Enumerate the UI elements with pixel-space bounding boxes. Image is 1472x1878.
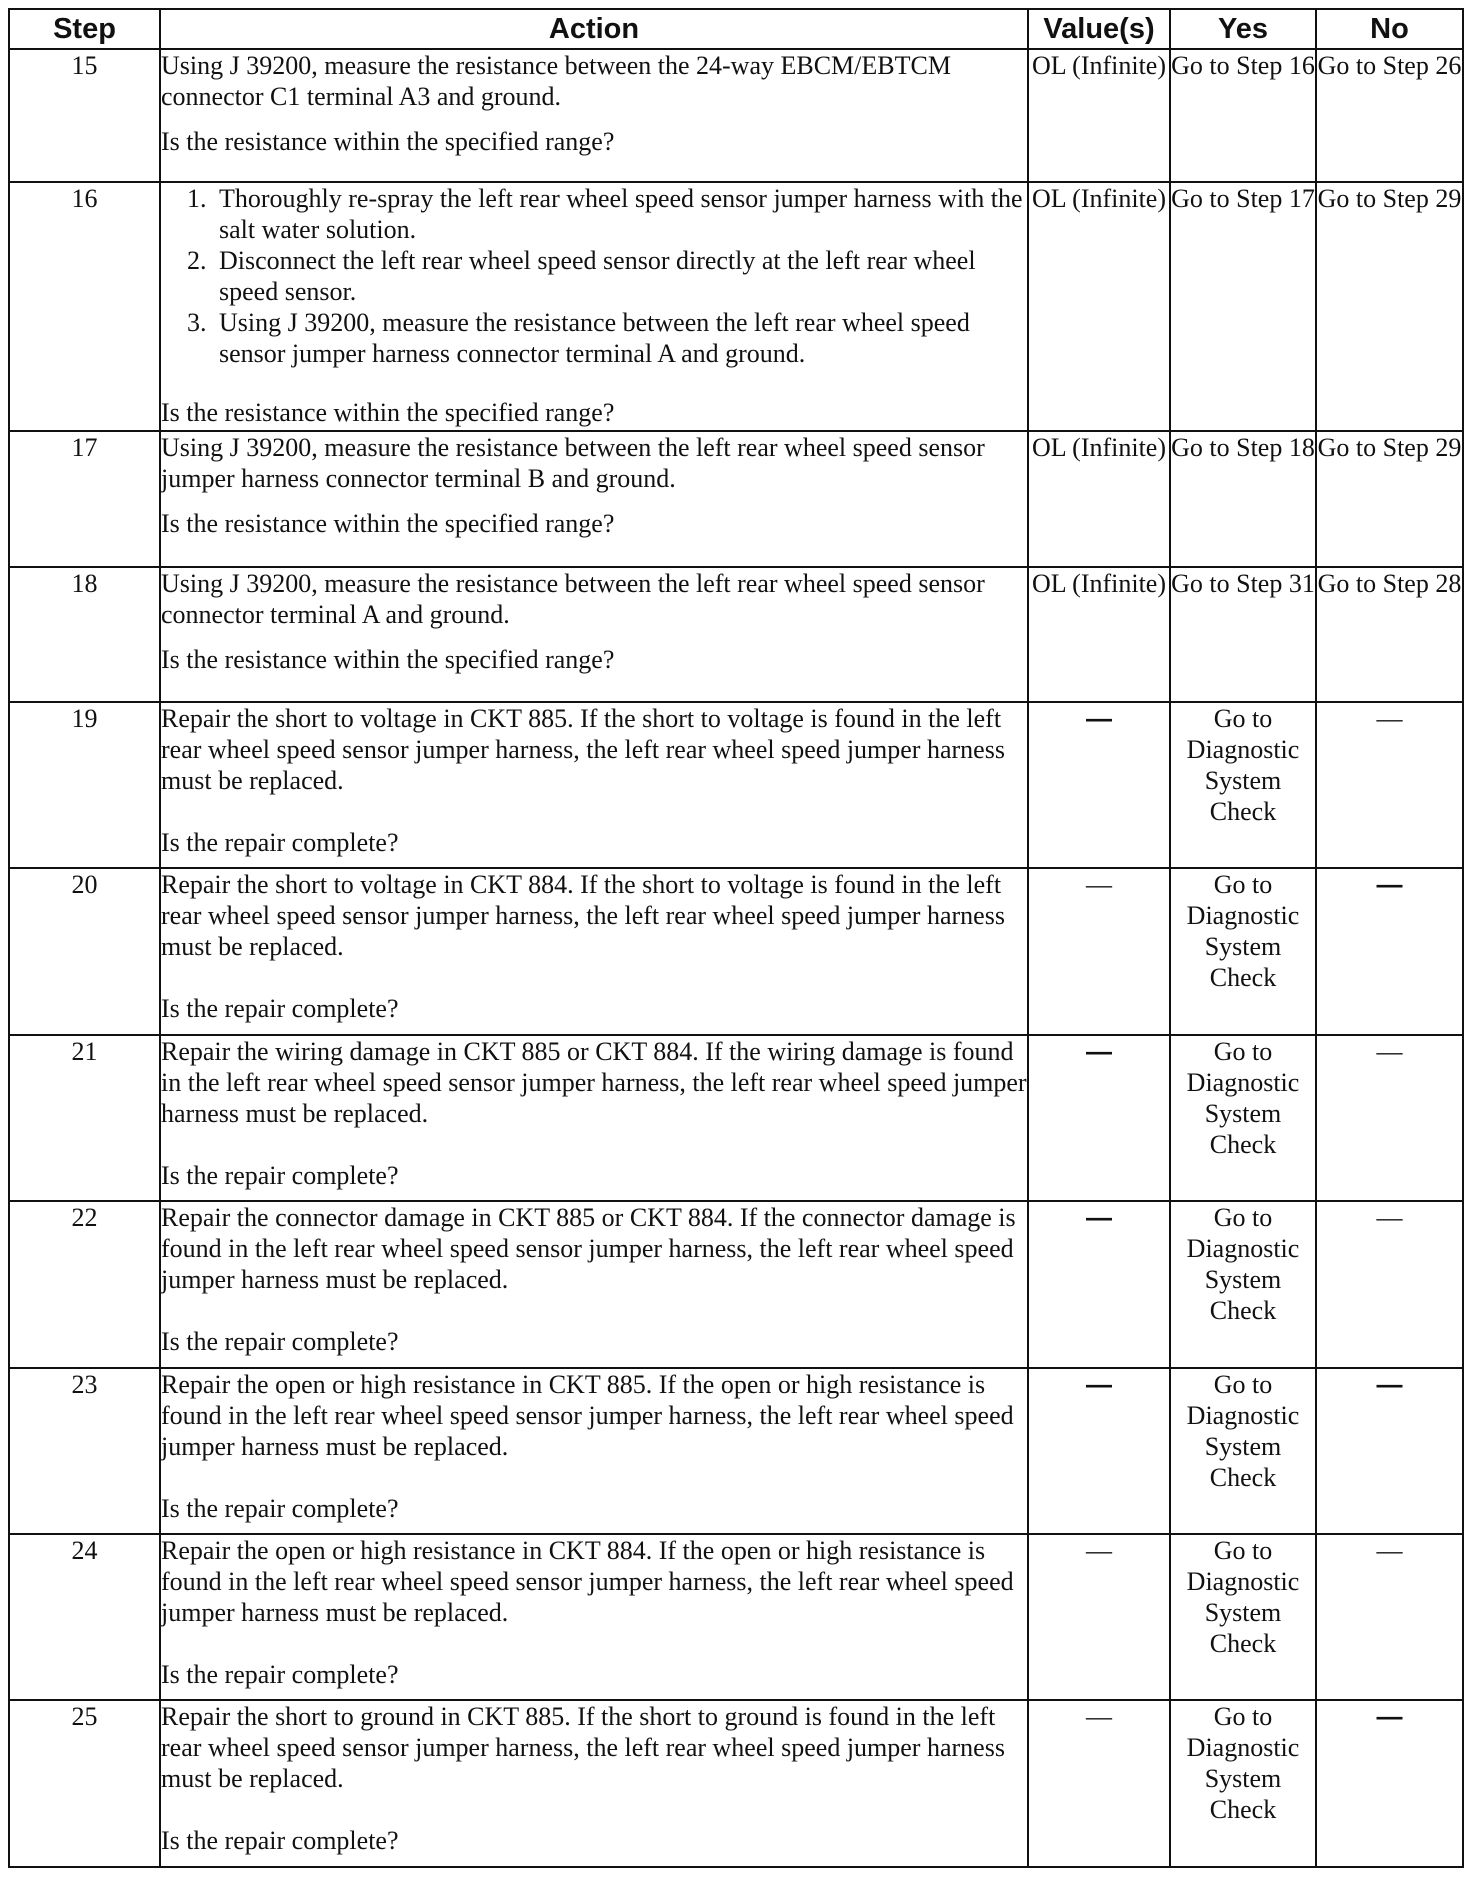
header-values: Value(s) — [1028, 9, 1170, 49]
action-text: Using J 39200, measure the resistance between the left rear wheel speed sensor connector terminal A and ground. — [161, 568, 985, 629]
question-text: Is the repair complete? — [161, 827, 399, 857]
yes-cell: Go to Diagnostic System Check — [1170, 1035, 1316, 1201]
question-text: Is the repair complete? — [161, 1660, 399, 1689]
table-row — [9, 567, 1463, 702]
step-number: 23 — [9, 1368, 160, 1534]
action-cell — [160, 868, 1028, 1034]
action-text: Repair the short to voltage in CKT 885. If the short to voltage is found in the left rear wheel speed sensor jumper harness, the left rear wheel speed jumper harness must be replaced. — [161, 703, 1005, 795]
no-cell: Go to Step 29 — [1316, 431, 1463, 566]
table-row — [9, 182, 1463, 431]
action-text: Repair the short to ground in CKT 885. If the short to ground is found in the left rear wheel speed sensor jumper harness, the left rear wheel speed jumper harness must be replaced. — [161, 1702, 1005, 1794]
substep-item: 1. Thoroughly re-spray the left rear wheel speed sensor jumper harness with the salt water solution. — [213, 183, 1027, 245]
header-action: Action — [160, 9, 1028, 49]
no-cell: — — [1316, 1035, 1463, 1201]
yes-cell: Go to Diagnostic System Check — [1170, 1534, 1316, 1700]
substep-item: 2. Disconnect the left rear wheel speed sensor directly at the left rear wheel speed sensor. — [213, 245, 1027, 307]
action-cell — [160, 431, 1028, 566]
step-number: 15 — [9, 49, 160, 182]
question-text: Is the resistance within the specified range? — [161, 509, 615, 539]
action-cell — [160, 182, 1028, 431]
step-number: 19 — [9, 702, 160, 868]
step-number: 21 — [9, 1035, 160, 1201]
step-number: 16 — [9, 182, 160, 431]
yes-cell: Go to Diagnostic System Check — [1170, 1368, 1316, 1534]
question-text: Is the repair complete? — [161, 1160, 399, 1190]
substep-item: 3. Using J 39200, measure the resistance between the left rear wheel speed sensor jumper harness connector terminal A and ground. — [213, 307, 1027, 369]
header-step: Step — [9, 9, 160, 49]
no-cell: — — [1316, 868, 1463, 1034]
yes-cell: Go to Diagnostic System Check — [1170, 1700, 1316, 1867]
yes-cell: Go to Diagnostic System Check — [1170, 1201, 1316, 1367]
yes-cell: Go to Diagnostic System Check — [1170, 868, 1316, 1034]
question-text: Is the repair complete? — [161, 1493, 399, 1523]
yes-cell: Go to Diagnostic System Check — [1170, 702, 1316, 868]
action-cell — [160, 567, 1028, 702]
value-cell: — — [1028, 868, 1170, 1034]
table-row — [9, 868, 1463, 1034]
no-cell: — — [1316, 1700, 1463, 1867]
action-text: Repair the connector damage in CKT 885 or CKT 884. If the connector damage is found in the left rear wheel speed sensor jumper harness, the left rear wheel speed jumper harness must be replaced. — [161, 1203, 1016, 1295]
table-row — [9, 1201, 1463, 1367]
table-header-row — [9, 9, 1463, 49]
action-cell — [160, 1368, 1028, 1534]
no-cell: Go to Step 28 — [1316, 567, 1463, 702]
action-text: Using J 39200, measure the resistance between the left rear wheel speed sensor jumper harness connector terminal B and ground. — [161, 433, 985, 494]
value-cell: OL (Infinite) — [1028, 49, 1170, 182]
yes-cell: Go to Step 18 — [1170, 431, 1316, 566]
yes-cell: Go to Step 31 — [1170, 567, 1316, 702]
question-text: Is the repair complete? — [161, 1327, 399, 1357]
header-yes: Yes — [1170, 9, 1316, 49]
table-row — [9, 49, 1463, 182]
table-row — [9, 1368, 1463, 1534]
value-cell: — — [1028, 1201, 1170, 1367]
step-number: 20 — [9, 868, 160, 1034]
table-row — [9, 702, 1463, 868]
value-cell: — — [1028, 1368, 1170, 1534]
no-cell: — — [1316, 1534, 1463, 1700]
yes-cell: Go to Step 17 — [1170, 182, 1316, 431]
table-row — [9, 1700, 1463, 1867]
action-text: Repair the open or high resistance in CKT 884. If the open or high resistance is found in the left rear wheel speed sensor jumper harness, the left rear wheel speed jumper harness must be replaced. — [161, 1536, 1014, 1627]
step-number: 22 — [9, 1201, 160, 1367]
action-cell — [160, 1035, 1028, 1201]
value-cell: OL (Infinite) — [1028, 431, 1170, 566]
action-cell — [160, 1700, 1028, 1867]
substep-list — [161, 183, 1027, 369]
action-text: Repair the open or high resistance in CKT 885. If the open or high resistance is found in the left rear wheel speed sensor jumper harness, the left rear wheel speed jumper harness must be replaced. — [161, 1369, 1014, 1461]
value-cell: OL (Infinite) — [1028, 182, 1170, 431]
no-cell: — — [1316, 1368, 1463, 1534]
step-number: 18 — [9, 567, 160, 702]
yes-cell: Go to Step 16 — [1170, 49, 1316, 182]
action-cell — [160, 1201, 1028, 1367]
action-cell — [160, 702, 1028, 868]
no-cell: — — [1316, 702, 1463, 868]
action-text: Using J 39200, measure the resistance between the 24-way EBCM/EBTCM connector C1 terminal A3 and ground. — [161, 51, 951, 111]
action-text: Repair the wiring damage in CKT 885 or CKT 884. If the wiring damage is found in the left rear wheel speed sensor jumper harness, the left rear wheel speed jumper harness must be replaced. — [161, 1036, 1027, 1128]
action-cell — [160, 49, 1028, 182]
diagnostic-table — [8, 8, 1464, 1868]
table-row — [9, 1035, 1463, 1201]
step-number: 25 — [9, 1700, 160, 1867]
no-cell: — — [1316, 1201, 1463, 1367]
header-no: No — [1316, 9, 1463, 49]
action-text: Repair the short to voltage in CKT 884. If the short to voltage is found in the left rear wheel speed sensor jumper harness, the left rear wheel speed jumper harness must be replaced. — [161, 870, 1005, 962]
table-row — [9, 431, 1463, 566]
no-cell: Go to Step 26 — [1316, 49, 1463, 182]
value-cell: — — [1028, 1035, 1170, 1201]
question-text: Is the resistance within the specified range? — [161, 398, 615, 428]
action-cell — [160, 1534, 1028, 1700]
question-text: Is the repair complete? — [161, 994, 399, 1024]
step-number: 24 — [9, 1534, 160, 1700]
value-cell: — — [1028, 1534, 1170, 1700]
value-cell: — — [1028, 702, 1170, 868]
question-text: Is the resistance within the specified range? — [161, 127, 615, 156]
value-cell: — — [1028, 1700, 1170, 1867]
step-number: 17 — [9, 431, 160, 566]
table-row — [9, 1534, 1463, 1700]
question-text: Is the repair complete? — [161, 1826, 399, 1856]
value-cell: OL (Infinite) — [1028, 567, 1170, 702]
question-text: Is the resistance within the specified range? — [161, 644, 615, 674]
no-cell: Go to Step 29 — [1316, 182, 1463, 431]
